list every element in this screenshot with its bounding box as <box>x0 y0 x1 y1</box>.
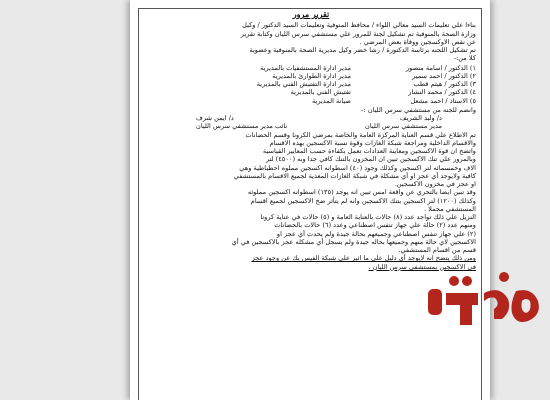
body-line: المستشفي مجملا . <box>423 204 476 213</box>
site-logo-icon <box>424 265 544 340</box>
member-role: مدير ادارة الطوارئ بالمديرية <box>272 71 351 80</box>
body-line: وبالمرور علي تنك الاكسجين تبين ان المخزون بالتنك كافي جدا وبه (٤٥٠٠) لتر <box>265 155 476 164</box>
member-name: ١) الدكتور / اسامة منصور <box>405 63 476 72</box>
committee-members <box>146 64 476 105</box>
hospital-member-name: د/ وليد الشريف <box>399 114 442 122</box>
hospital-member-names <box>146 114 476 122</box>
body-line: الاف وخمسمائه لتر اكسجين وكذلك وجود (٤٠) اسطوانه اكسجين مملوه احطياطية وهي <box>239 163 476 172</box>
body-line: واتضح ان قوة الاكسجين ومعاينة العدادات تعمل بكفاءة حسب المعايير القياسية <box>262 147 476 155</box>
member-row <box>146 64 476 72</box>
body-line: (٢) علي جهاز تنفس اصطناعي وجميعهم بحالة جيدة ولم يحدث أي عجز او <box>276 229 476 238</box>
intro-line: وزارة الصحة بالمنوفية تم تشكيل لجنة للمرور علي مستشفي سرس الليان وكتابة تقرير <box>240 29 476 38</box>
document-page <box>130 0 490 400</box>
member-row <box>146 97 476 105</box>
report-title: تقرير مرور <box>292 9 330 19</box>
body-line: النزيل علي ذلك تواجد عدد (٨) حالات بالعناية العامة و (٥) حالات في عناية كرونا <box>260 213 476 221</box>
member-role: تفتيش الفني بالمديرية <box>290 88 351 97</box>
member-role: مدير ادارة التفتيش الفني بالمديرية <box>256 80 351 88</box>
hospital-member-roles <box>146 122 476 130</box>
hospital-member-name: د/ ايمن شرف <box>196 114 234 122</box>
body-line: قسم من اقسام المستشفي. <box>398 246 476 254</box>
committee-intro-line: كلا من:- <box>453 54 476 63</box>
member-name: ٤) الدكتور / محمد النشار <box>408 88 476 97</box>
hospital-member-role: نائب مدير مستشفي سرس الليان <box>196 122 288 131</box>
body-line: ومنهم عدد (٢) حالة علي جهاز تنفس اصطناعي وعدد (٦) حالات بالحضانات <box>274 221 476 230</box>
member-name: ٣) الدكتور / هيثم قطب <box>413 80 476 88</box>
body-line: الاكسجين لاي حالة منهم وجميعها بحاله جيدة ولم يسجل أي مشكله عجز بالاكسجين في أي <box>231 237 476 246</box>
conclusion-line: ومن ذلك يتضح انه لايوجد أي دليل علي ما اثير علي شبكة الفيس بك عن وجود عجز <box>251 254 476 263</box>
body-line: وقد تبين ايضا بالتحري عن واقعة امس تبين انه يوجد (١٣٥) اسطوانه اكسجين مملوئه <box>247 188 476 197</box>
committee-intro-line: تم تشكيل اللجنه برئاسة الدكتورة / رشا خضر وكيل مديرية الصحة بالمنوفية وعضوية <box>249 46 476 54</box>
body-line: كافية ولايوجد أي عجز او أي مشكلة في شبكة الغازات المغذية لجميع الاقسام بالمستشفي <box>233 171 476 180</box>
intro-line: عن نقص الاوكسجين ووفاة بعض المرضي . <box>359 37 476 46</box>
hospital-intro: وانضم للجنه من مستشفي سرس الليان :- <box>361 105 476 114</box>
body-line: او عجز في مخزون الاكسجين. <box>394 180 476 188</box>
member-name: ٢) الدكتور / احمد سمير <box>412 71 476 80</box>
member-row <box>146 80 476 88</box>
body-line: والاقسام الداخلية ومراجعة شبكة الغازات وقوة نسبة الاكسجين بهذه الاقسام <box>269 138 476 147</box>
body-line: وكذلك (١٢٠٠) لتر اكسجين بتنك الاكسجين وانه لم يتأثر ضخ الاكسجين لجميع اقسام <box>250 196 476 205</box>
member-role: صيانة المديرية <box>311 96 351 105</box>
member-role: مدير ادارة المستشفيات بالمديرية <box>260 63 351 72</box>
member-name: ٥) الاستاذ / احمد مشعل <box>410 96 476 105</box>
member-row <box>146 72 476 80</box>
report-body <box>146 10 476 271</box>
intro-line: بناءا علي تعليمات السيد معالي اللواء / محافظ المنوفية وتعليمات السيد الدكتور / وكيل <box>242 21 476 30</box>
member-row <box>146 88 476 96</box>
body-line: تم الاطلاع علي قسم العناية المركزة العامة والخاصة بمرضي الكرونا وقسم الحضانات <box>245 130 476 139</box>
hospital-member-role: مدير مستشفي سرس الليان <box>365 122 442 131</box>
conclusion-line: في الاكسجين بمستشفي سرس الليان . <box>368 262 476 271</box>
